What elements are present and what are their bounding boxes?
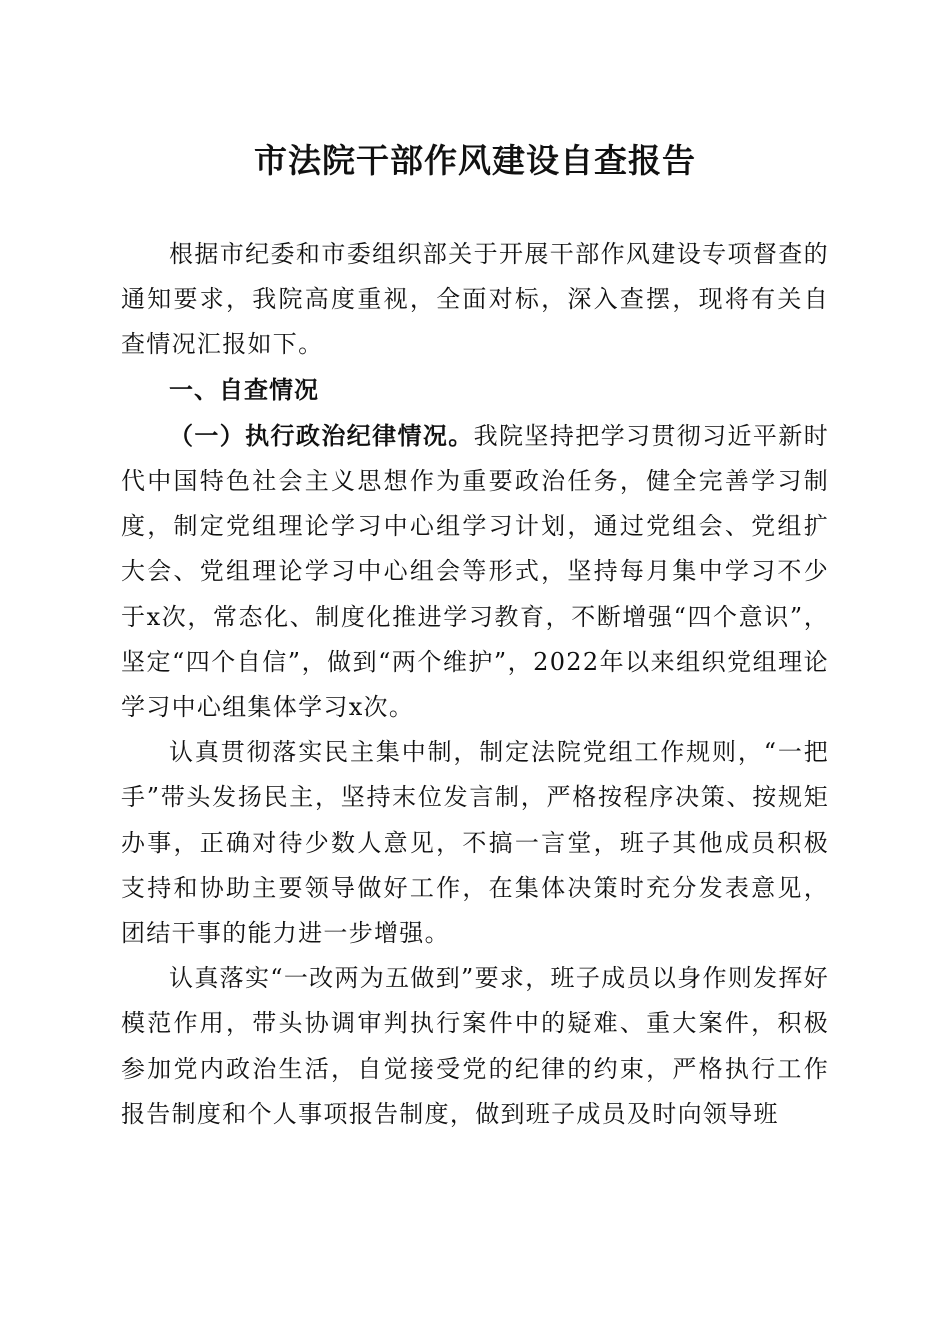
subsection-label: （一）执行政治纪律情况。 <box>169 420 474 450</box>
section-heading: 一、自查情况 <box>169 375 319 404</box>
intro-paragraph: 根据市纪委和市委组织部关于开展干部作风建设专项督查的通知要求，我院高度重视，全面对标，深入查摆，现将有关自查情况汇报如下。 <box>121 240 829 359</box>
document-title: 市法院干部作风建设自查报告 <box>254 141 696 180</box>
document-body <box>121 232 829 1137</box>
subsection-text: 我院坚持把学习贯彻习近平新时代中国特色社会主义思想作为重要政治任务，健全完善学习制度，制定党组理论学习中心组学习计划，通过党组会、党组扩大会、党组理论学习中心组会等形式，坚持每月集中学习不少于x次，常态化、制度化推进学习教育，不断增强“四个意识”，坚定“四个自信”，做到“两个维护”，2022年以来组织党组理论学习中心组集体学习x次。 <box>121 421 829 722</box>
paragraph-democratic-centralism: 认真贯彻落实民主集中制，制定法院党组工作规则，“一把手”带头发扬民主，坚持末位发言制，严格按程序决策、按规矩办事，正确对待少数人意见，不搞一言堂，班子其他成员积极支持和协助主要领导做好工作，在集体决策时充分发表意见，团结干事的能力进一步增强。 <box>121 738 829 948</box>
paragraph-requirements: 认真落实“一改两为五做到”要求，班子成员以身作则发挥好模范作用，带头协调审判执行案件中的疑难、重大案件，积极参加党内政治生活，自觉接受党的纪律的约束，严格执行工作报告制度和个人事项报告制度，做到班子成员及时向领导班 <box>121 964 829 1128</box>
subsection-paragraph <box>121 413 829 730</box>
